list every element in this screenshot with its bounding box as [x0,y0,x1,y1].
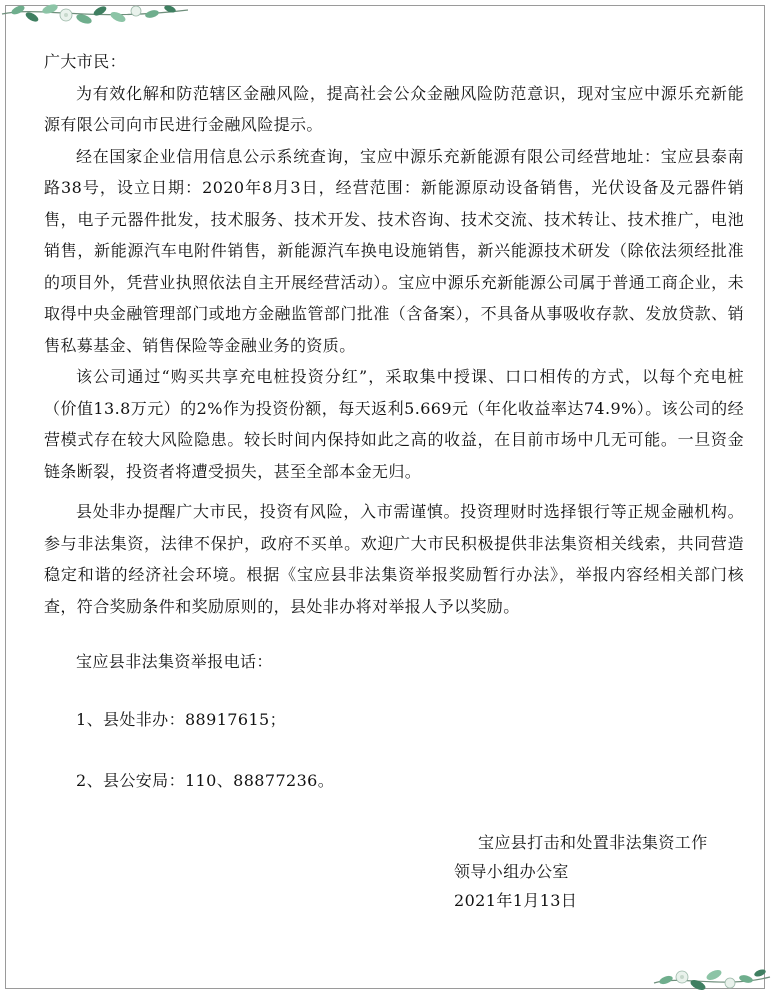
floral-decoration-top-left [0,0,190,28]
report-hotline-heading: 宝应县非法集资举报电话： [76,652,273,671]
signature-block [454,828,754,915]
issue-date: 2021年1月13日 [454,891,578,910]
floral-decoration-bottom-right [652,961,772,995]
paragraph-intro: 为有效化解和防范辖区金融风险，提高社会公众金融风险防范意识，现对宝应中源乐充新能源有限公司向市民进行金融风险提示。 [44,83,744,134]
paragraph-warning: 县处非办提醒广大市民，投资有风险，入市需谨慎。投资理财时选择银行等正规金融机构。参与非法集资，法律不保护，政府不买单。欢迎广大市民积极提供非法集资相关线索，共同营造稳定和谐的经济社会环境。根据《宝应县非法集资举报奖励暂行办法》，举报内容经相关部门核查，符合奖励条件和奖励原则的，县处非办将对举报人予以奖励。 [44,502,744,616]
hotline-item: 2、县公安局：110、88877236。 [76,771,335,790]
issuing-organization: 宝应县打击和处置非法集资工作 [478,833,708,852]
notice-body [44,46,744,797]
paragraph-company-info: 经在国家企业信用信息公示系统查询，宝应中源乐充新能源有限公司经营地址：宝应县泰南路38号，设立日期：2020年8月3日，经营范围：新能源原动设备销售，光伏设备及元器件销售，电子元器件批发，技术服务、技术开发、技术咨询、技术交流、技术转让、技术推广，电池销售，新能源汽车电附件销售，新能源汽车换电设施销售，新兴能源技术研发（除依法须经批准的项目外，凭营业执照依法自主开展经营活动）。宝应中源乐充新能源公司属于普通工商企业，未取得中央金融管理部门或地方金融监管部门批准（含备案），不具备从事吸收存款、发放贷款、销售私募基金、销售保险等金融业务的资质。 [44,146,744,355]
issuing-office: 领导小组办公室 [454,862,569,881]
paragraph-investment-scheme: 该公司通过“购买共享充电桩投资分红”，采取集中授课、口口相传的方式，以每个充电桩（价值13.8万元）的2%作为投资份额，每天返利5.669元（年化收益率达74.9%）。该公司的经营模式存在较大风险隐患。较长时间内保持如此之高的收益，在目前市场中几无可能。一旦资金链条断裂，投资者将遭受损失，甚至全部本金无归。 [44,367,744,481]
salutation: 广大市民： [44,52,127,71]
hotline-item: 1、县处非办：88917615； [76,709,287,729]
